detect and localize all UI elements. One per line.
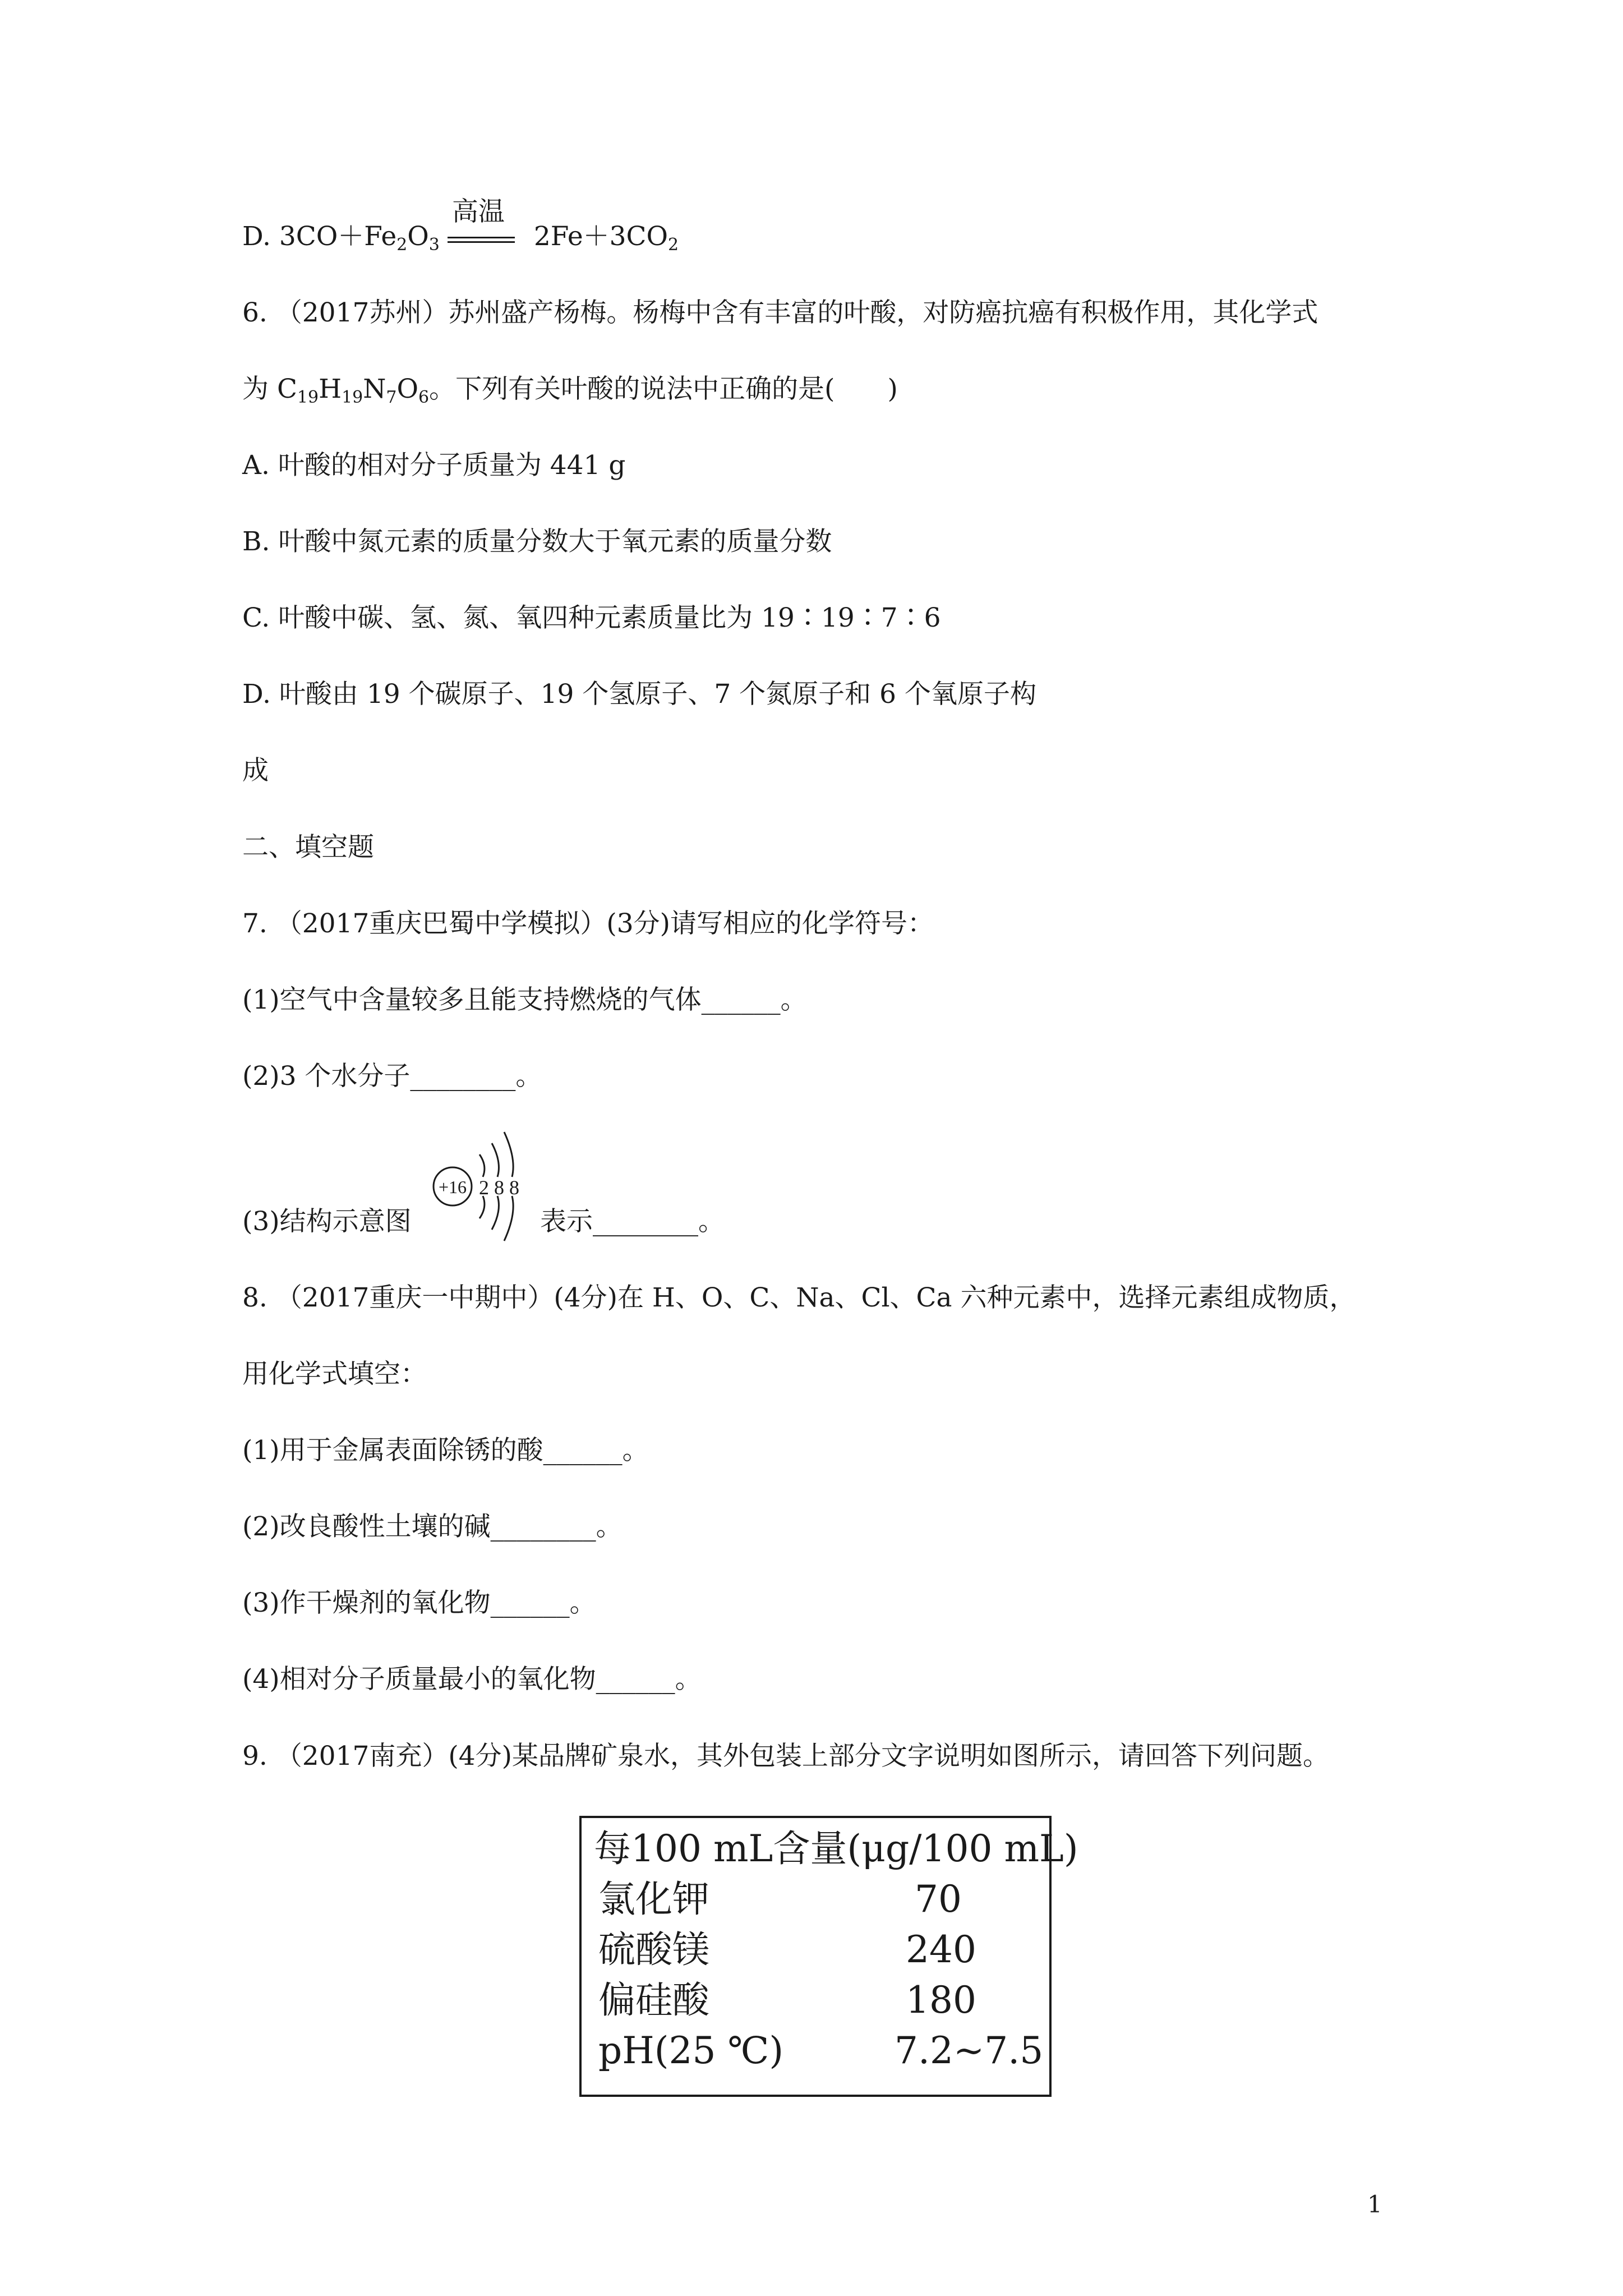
table-row-name: pH(25 ℃) bbox=[598, 2029, 784, 2072]
table-row-value: 7.2~7.5 bbox=[895, 2029, 1044, 2072]
table-row-name: 偏硅酸 bbox=[598, 1978, 709, 2022]
table-row-name: 硫酸镁 bbox=[598, 1928, 709, 1971]
q8-item-2: (2)改良酸性土壤的碱________。 bbox=[242, 1511, 623, 1542]
section-heading: 二、填空题 bbox=[242, 832, 374, 863]
q7-item-3-answer: 表示________。 bbox=[540, 1206, 725, 1237]
q7-item-1: (1)空气中含量较多且能支持燃烧的气体______。 bbox=[242, 984, 807, 1015]
reaction-condition: 高温 bbox=[448, 220, 515, 254]
q7-item-3-label: (3)结构示意图 bbox=[242, 1206, 412, 1237]
atom-structure-diagram bbox=[429, 1128, 547, 1245]
q8-stem-line1: 8. （2017重庆一中期中）(4分)在 H、O、C、Na、Cl、Ca 六种元素中，选择元素组成物质， bbox=[242, 1282, 1356, 1313]
mineral-water-label-table bbox=[579, 1816, 1078, 2097]
q8-item-4: (4)相对分子质量最小的氧化物______。 bbox=[242, 1664, 702, 1695]
q6-option-d-line2: 成 bbox=[242, 755, 269, 786]
q8-stem-line2: 用化学式填空： bbox=[242, 1359, 427, 1389]
q6-option-c: C. 叶酸中碳、氢、氮、氧四种元素质量比为 19∶19∶7∶6 bbox=[242, 602, 941, 633]
table-row-value: 240 bbox=[906, 1928, 976, 1971]
q6-stem-line2: 为 $C_{19}H_{19}N_7O_6$。下列有关叶酸的说法中正确的是( ) bbox=[242, 374, 898, 407]
q5-option-d: D. $3CO+Fe_2O_3$ 高温 $2Fe+3CO_2$ bbox=[242, 196, 679, 255]
q7-stem: 7. （2017重庆巴蜀中学模拟）(3分)请写相应的化学符号： bbox=[242, 908, 934, 939]
nucleus-charge: +16 bbox=[438, 1177, 467, 1197]
q6-option-b: B. 叶酸中氮元素的质量分数大于氧元素的质量分数 bbox=[242, 526, 832, 557]
table-row-value: 180 bbox=[906, 1978, 976, 2022]
q8-item-3: (3)作干燥剂的氧化物______。 bbox=[242, 1588, 596, 1618]
q9-stem: 9. （2017南充）(4分)某品牌矿泉水，其外包装上部分文字说明如图所示，请回答下列问题。 bbox=[242, 1741, 1329, 1772]
table-row-value: 70 bbox=[915, 1878, 962, 1921]
shell-electrons-1: 2 bbox=[479, 1176, 489, 1199]
q8-item-1: (1)用于金属表面除锈的酸______。 bbox=[242, 1435, 649, 1466]
q6-option-a: A. 叶酸的相对分子质量为 441 g bbox=[242, 450, 626, 481]
q6-stem-line1: 6. （2017苏州）苏州盛产杨梅。杨梅中含有丰富的叶酸，对防癌抗癌有积极作用，其化学式 bbox=[242, 297, 1318, 328]
q7-item-2: (2)3 个水分子________。 bbox=[242, 1061, 542, 1092]
shell-electrons-3: 8 bbox=[509, 1176, 519, 1199]
table-row-name: 氯化钾 bbox=[598, 1878, 709, 1921]
page-number: 1 bbox=[1367, 2191, 1382, 2218]
q6-option-d-line1: D. 叶酸由 19 个碳原子、19 个氢原子、7 个氮原子和 6 个氧原子构 bbox=[242, 679, 1036, 710]
table-header: 每100 mL含量(μg/100 mL) bbox=[594, 1827, 1078, 1870]
shell-electrons-2: 8 bbox=[494, 1176, 504, 1199]
equals-sign bbox=[448, 237, 515, 243]
